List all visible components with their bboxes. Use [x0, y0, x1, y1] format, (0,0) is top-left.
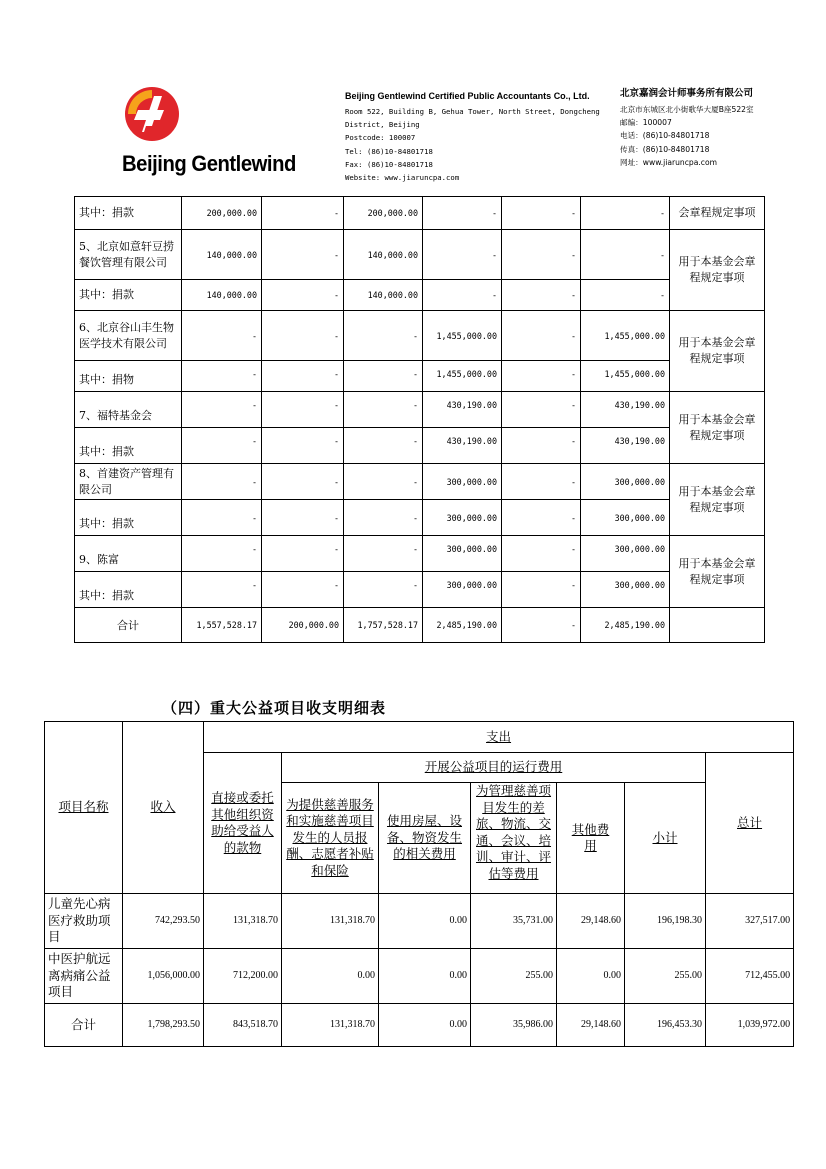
value-cell: 1,798,293.50: [123, 1004, 204, 1047]
donor-name: 5、北京如意轩豆捞餐饮管理有限公司: [75, 230, 182, 280]
value-cell: -: [344, 572, 423, 608]
value-cell: 2,485,190.00: [581, 608, 670, 643]
value-cell: 1,557,528.17: [182, 608, 262, 643]
value-cell: -: [262, 500, 344, 536]
value-cell: 131,318.70: [282, 1004, 379, 1047]
value-cell: 430,190.00: [423, 392, 502, 428]
value-cell: -: [423, 280, 502, 311]
value-cell: 255.00: [471, 949, 557, 1004]
value-cell: -: [182, 500, 262, 536]
value-cell: -: [502, 230, 581, 280]
value-cell: -: [262, 230, 344, 280]
value-cell: -: [262, 428, 344, 464]
header-staff-cost: 为提供慈善服务和实施慈善项目发生的人员报酬、志愿者补贴和保险: [282, 783, 379, 894]
chinese-contact-block: [620, 87, 754, 169]
value-cell: 200,000.00: [262, 608, 344, 643]
value-cell: -: [182, 311, 262, 361]
project-name: 儿童先心病医疗救助项目: [45, 894, 123, 949]
value-cell: 29,148.60: [557, 894, 625, 949]
value-cell: -: [502, 311, 581, 361]
value-cell: 742,293.50: [123, 894, 204, 949]
donor-name: 其中：捐款: [75, 572, 182, 608]
value-cell: 131,318.70: [204, 894, 282, 949]
value-cell: 712,200.00: [204, 949, 282, 1004]
value-cell: -: [262, 311, 344, 361]
value-cell: -: [262, 361, 344, 392]
value-cell: 1,039,972.00: [706, 1004, 794, 1047]
value-cell: 1,455,000.00: [581, 311, 670, 361]
header-project-name: 项目名称: [45, 722, 123, 894]
value-cell: 131,318.70: [282, 894, 379, 949]
value-cell: -: [262, 280, 344, 311]
header-direct-aid: 直接或委托其他组织资助给受益人的款物: [204, 753, 282, 894]
fax-cn: 传真：(86)10-84801718: [620, 144, 710, 154]
table-row: [75, 428, 765, 464]
value-cell: 196,198.30: [625, 894, 706, 949]
donor-name: 9、陈富: [75, 536, 182, 572]
value-cell: 140,000.00: [182, 230, 262, 280]
table-row: [75, 280, 765, 311]
value-cell: 200,000.00: [344, 197, 423, 230]
value-cell: 0.00: [379, 949, 471, 1004]
value-cell: 843,518.70: [204, 1004, 282, 1047]
value-cell: -: [581, 280, 670, 311]
value-cell: -: [502, 464, 581, 500]
header-grand-total: 总计: [706, 753, 794, 894]
value-cell: -: [262, 464, 344, 500]
value-cell: -: [182, 464, 262, 500]
value-cell: -: [502, 536, 581, 572]
english-contact-block: [345, 90, 600, 184]
table-row: [75, 230, 765, 280]
value-cell: -: [344, 500, 423, 536]
value-cell: -: [344, 464, 423, 500]
value-cell: 300,000.00: [581, 536, 670, 572]
value-cell: -: [502, 500, 581, 536]
donor-name: 其中：捐款: [75, 428, 182, 464]
company-name-cn: 北京嘉润会计师事务所有限公司: [620, 88, 754, 99]
value-cell: -: [502, 197, 581, 230]
value-cell: 1,455,000.00: [581, 361, 670, 392]
address-line-2-en: District, Beijing: [345, 120, 420, 130]
value-cell: -: [502, 361, 581, 392]
value-cell: -: [423, 197, 502, 230]
table-row: [75, 500, 765, 536]
value-cell: 35,986.00: [471, 1004, 557, 1047]
header-row: [45, 722, 794, 753]
value-cell: 300,000.00: [581, 464, 670, 500]
value-cell: -: [502, 572, 581, 608]
value-cell: 1,056,000.00: [123, 949, 204, 1004]
value-cell: 300,000.00: [423, 536, 502, 572]
total-row: [75, 608, 765, 643]
tel-cn: 电话：(86)10-84801718: [620, 131, 710, 141]
value-cell: -: [502, 608, 581, 643]
value-cell: 300,000.00: [581, 500, 670, 536]
value-cell: -: [262, 197, 344, 230]
value-cell: 140,000.00: [344, 230, 423, 280]
value-cell: 300,000.00: [423, 572, 502, 608]
value-cell: -: [262, 392, 344, 428]
company-logo: [124, 86, 180, 142]
value-cell: 2,485,190.00: [423, 608, 502, 643]
address-cn: 北京市东城区北小街歌华大厦B座522室: [620, 105, 754, 114]
value-cell: -: [182, 572, 262, 608]
value-cell: -: [262, 536, 344, 572]
value-cell: -: [581, 230, 670, 280]
value-cell: 0.00: [282, 949, 379, 1004]
donor-name: 6、北京谷山丰生物医学技术有限公司: [75, 311, 182, 361]
header-other-cost: 其他费用: [557, 783, 625, 894]
company-name-en: Beijing Gentlewind Certified Public Accountants Co., Ltd.: [345, 91, 590, 101]
value-cell: -: [182, 428, 262, 464]
value-cell: -: [344, 361, 423, 392]
value-cell: 29,148.60: [557, 1004, 625, 1047]
table-row: [75, 311, 765, 361]
value-cell: 255.00: [625, 949, 706, 1004]
total-label: 合计: [45, 1004, 123, 1047]
value-cell: -: [502, 392, 581, 428]
value-cell: -: [581, 197, 670, 230]
table-row: [75, 536, 765, 572]
usage-note: 会章程规定事项: [670, 197, 765, 230]
tel-en: Tel: (86)10-84801718: [345, 146, 433, 156]
usage-note: 用于本基金会章程规定事项: [670, 392, 765, 464]
empty-cell: [670, 608, 765, 643]
value-cell: 0.00: [557, 949, 625, 1004]
value-cell: 200,000.00: [182, 197, 262, 230]
header-management-cost: 为管理慈善项目发生的差旅、物流、交通、会议、培训、审计、评估等费用: [471, 783, 557, 894]
header-operating-cost: 开展公益项目的运行费用: [282, 753, 706, 783]
header-facility-cost: 使用房屋、设备、物资发生的相关费用: [379, 783, 471, 894]
header-subtotal: 小计: [625, 783, 706, 894]
value-cell: 1,455,000.00: [423, 361, 502, 392]
table-row: [75, 361, 765, 392]
value-cell: 300,000.00: [581, 572, 670, 608]
website-en: Website: www.jiaruncpa.com: [345, 173, 460, 183]
brand-name: Beijing Gentlewind: [122, 151, 296, 176]
value-cell: -: [344, 392, 423, 428]
usage-note: 用于本基金会章程规定事项: [670, 536, 765, 608]
donor-name: 其中：捐款: [75, 280, 182, 311]
value-cell: 300,000.00: [423, 500, 502, 536]
table-row: [45, 949, 794, 1004]
header-expense: 支出: [204, 722, 794, 753]
usage-note: 用于本基金会章程规定事项: [670, 311, 765, 392]
value-cell: -: [182, 536, 262, 572]
value-cell: 35,731.00: [471, 894, 557, 949]
address-line-1-en: Room 522, Building B, Gehua Tower, North Street, Dongcheng: [345, 107, 600, 116]
value-cell: 0.00: [379, 1004, 471, 1047]
value-cell: -: [182, 392, 262, 428]
usage-note: 用于本基金会章程规定事项: [670, 230, 765, 311]
value-cell: 430,190.00: [581, 392, 670, 428]
value-cell: 327,517.00: [706, 894, 794, 949]
table-row: [75, 197, 765, 230]
postcode-en: Postcode: 100007: [345, 133, 416, 143]
value-cell: 430,190.00: [581, 428, 670, 464]
value-cell: 300,000.00: [423, 464, 502, 500]
value-cell: -: [182, 361, 262, 392]
value-cell: -: [423, 230, 502, 280]
value-cell: 1,455,000.00: [423, 311, 502, 361]
postcode-cn: 邮编：100007: [620, 118, 672, 128]
fax-en: Fax: (86)10-84801718: [345, 159, 433, 169]
value-cell: -: [262, 572, 344, 608]
value-cell: -: [344, 311, 423, 361]
value-cell: -: [502, 280, 581, 311]
project-name: 中医护航远离病痛公益项目: [45, 949, 123, 1004]
value-cell: 140,000.00: [182, 280, 262, 311]
value-cell: -: [344, 428, 423, 464]
header-income: 收入: [123, 722, 204, 894]
donation-table: [74, 196, 765, 643]
table-row: [75, 464, 765, 500]
value-cell: 712,455.00: [706, 949, 794, 1004]
value-cell: 196,453.30: [625, 1004, 706, 1047]
total-row: [45, 1004, 794, 1047]
project-expense-table: [44, 721, 794, 1047]
donor-name: 其中：捐款: [75, 500, 182, 536]
table-row: [75, 392, 765, 428]
value-cell: 140,000.00: [344, 280, 423, 311]
total-label: 合计: [75, 608, 182, 643]
value-cell: 1,757,528.17: [344, 608, 423, 643]
value-cell: 430,190.00: [423, 428, 502, 464]
value-cell: -: [502, 428, 581, 464]
donor-name: 其中：捐物: [75, 361, 182, 392]
value-cell: -: [344, 536, 423, 572]
donor-name: 其中：捐款: [75, 197, 182, 230]
donor-name: 7、福特基金会: [75, 392, 182, 428]
table-row: [75, 572, 765, 608]
value-cell: 0.00: [379, 894, 471, 949]
table-row: [45, 894, 794, 949]
donor-name: 8、首建资产管理有限公司: [75, 464, 182, 500]
section-title: （四）重大公益项目收支明细表: [162, 699, 387, 717]
usage-note: 用于本基金会章程规定事项: [670, 464, 765, 536]
website-cn: 网址：www.jiaruncpa.com: [620, 157, 718, 167]
